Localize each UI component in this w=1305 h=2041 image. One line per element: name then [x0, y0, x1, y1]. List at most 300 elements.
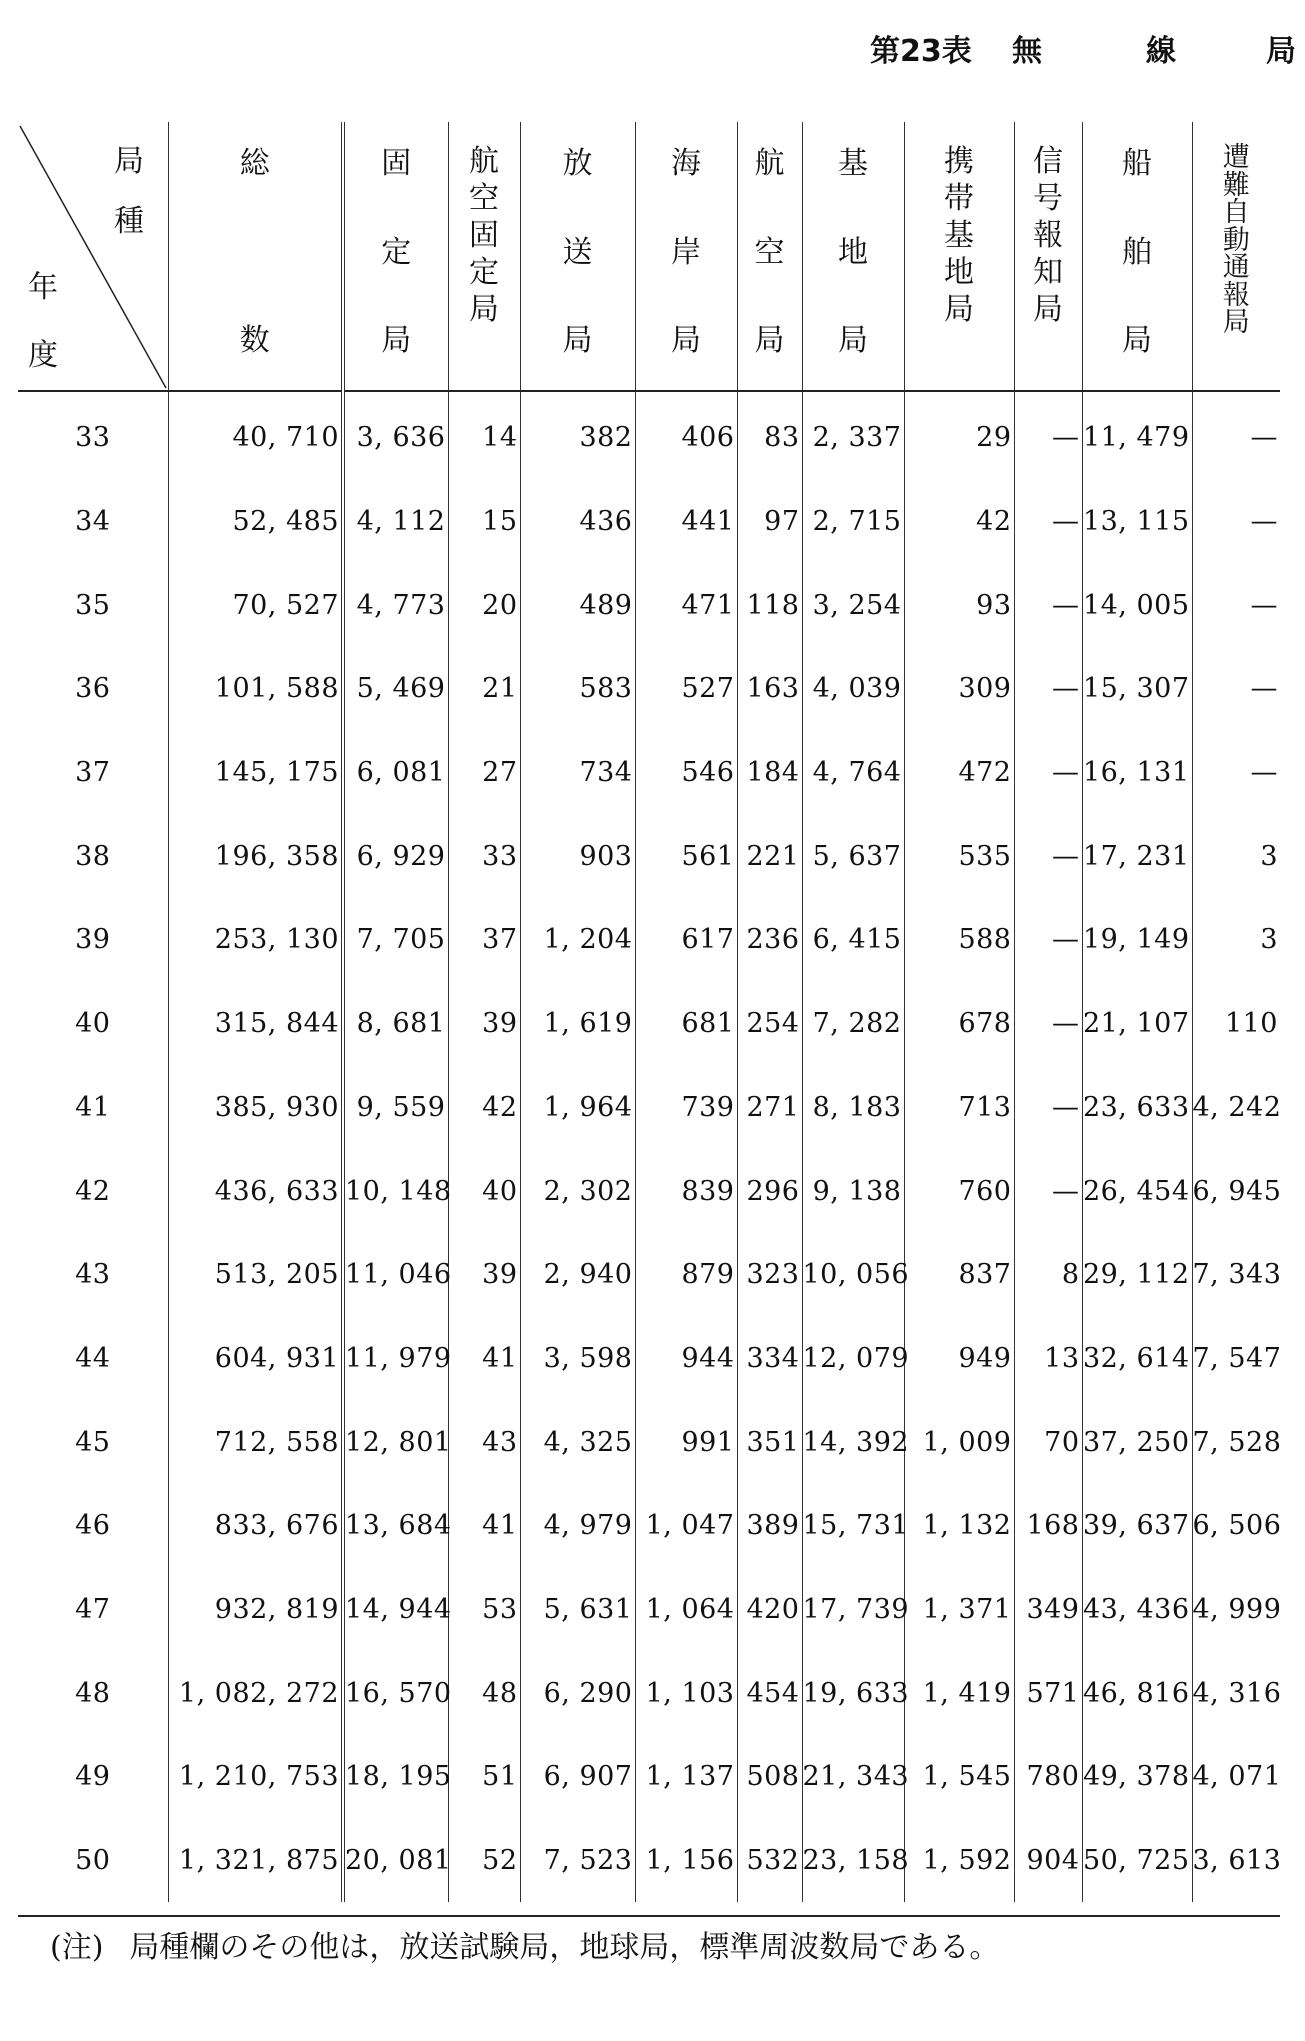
value-cell-portable-base: 1, 371	[904, 1568, 1014, 1652]
value-cell-fixed: 16, 570	[343, 1651, 448, 1735]
header-char: 局	[838, 323, 868, 358]
value-cell-ship: 26, 454	[1082, 1149, 1192, 1233]
value-cell-aero-fixed: 33	[448, 814, 520, 898]
header-char: 自	[1222, 197, 1250, 229]
table-row	[18, 1149, 1280, 1233]
value-cell-portable-base: 42	[904, 480, 1014, 564]
value-cell-base: 12, 079	[802, 1317, 904, 1401]
value-cell-ship: 13, 115	[1082, 480, 1192, 564]
header-char: 空	[469, 180, 499, 216]
table-row	[18, 1484, 1280, 1568]
value-cell-signal: —	[1014, 1149, 1082, 1233]
header-char: 局	[671, 323, 701, 358]
value-cell-total: 196, 358	[168, 814, 343, 898]
value-cell-ship: 37, 250	[1082, 1400, 1192, 1484]
corner-bureau-2: 種	[114, 204, 144, 239]
footnote-label: (注)	[50, 1930, 104, 1965]
value-cell-coast: 1, 064	[635, 1568, 737, 1652]
header-char: 局	[469, 291, 499, 327]
value-cell-coast: 991	[635, 1400, 737, 1484]
value-cell-fixed: 12, 801	[343, 1400, 448, 1484]
value-cell-base: 14, 392	[802, 1400, 904, 1484]
header-char: 局	[562, 323, 593, 358]
value-cell-portable-base: 588	[904, 898, 1014, 982]
value-cell-epirb: 6, 506	[1192, 1484, 1280, 1568]
value-cell-broadcast: 2, 302	[520, 1149, 635, 1233]
table-number: 第23表	[870, 34, 972, 69]
year-cell: 45	[75, 1426, 111, 1458]
year-cell: 43	[75, 1259, 111, 1291]
value-cell-ship: 19, 149	[1082, 898, 1192, 982]
value-cell-aero: 118	[737, 563, 802, 647]
value-cell-broadcast: 734	[520, 731, 635, 815]
value-cell-epirb: 110	[1192, 982, 1280, 1066]
header-char: 空	[754, 234, 785, 270]
value-cell-epirb: 7, 528	[1192, 1400, 1280, 1484]
value-cell-fixed: 3, 636	[343, 391, 448, 480]
value-cell-base: 6, 415	[802, 898, 904, 982]
value-cell-aero-fixed: 37	[448, 898, 520, 982]
value-cell-epirb: 4, 316	[1192, 1651, 1280, 1735]
value-cell-coast: 561	[635, 814, 737, 898]
value-cell-signal: 904	[1014, 1819, 1082, 1903]
value-cell-base: 19, 633	[802, 1651, 904, 1735]
year-cell: 33	[75, 422, 111, 454]
title-char-3: 局	[1266, 34, 1296, 69]
value-cell-portable-base: 713	[904, 1066, 1014, 1150]
value-cell-coast: 471	[635, 563, 737, 647]
value-cell-broadcast: 2, 940	[520, 1233, 635, 1317]
value-cell-total: 253, 130	[168, 898, 343, 982]
value-cell-broadcast: 7, 523	[520, 1819, 635, 1903]
value-cell-broadcast: 5, 631	[520, 1568, 635, 1652]
column-header-aero	[737, 122, 802, 391]
value-cell-epirb: —	[1192, 647, 1280, 731]
value-cell-ship: 39, 637	[1082, 1484, 1192, 1568]
table-row	[18, 814, 1280, 898]
table-bottom-rule	[18, 1915, 1280, 1917]
value-cell-signal: 70	[1014, 1400, 1082, 1484]
footnote-text: 局種欄のその他は，放送試験局，地球局，標準周波数局である。	[129, 1930, 1000, 1965]
value-cell-portable-base: 309	[904, 647, 1014, 731]
value-cell-epirb: —	[1192, 731, 1280, 815]
year-cell: 46	[75, 1510, 111, 1542]
header-char: 局	[944, 291, 974, 327]
value-cell-epirb: 4, 999	[1192, 1568, 1280, 1652]
value-cell-fixed: 8, 681	[343, 982, 448, 1066]
value-cell-aero: 351	[737, 1400, 802, 1484]
value-cell-coast: 1, 137	[635, 1735, 737, 1819]
year-cell: 42	[75, 1175, 111, 1207]
value-cell-epirb: —	[1192, 563, 1280, 647]
value-cell-fixed: 11, 046	[343, 1233, 448, 1317]
value-cell-broadcast: 436	[520, 480, 635, 564]
value-cell-base: 21, 343	[802, 1735, 904, 1819]
year-cell: 50	[75, 1845, 111, 1877]
value-cell-signal: —	[1014, 647, 1082, 731]
corner-bureau-1: 局	[114, 144, 144, 179]
value-cell-aero: 271	[737, 1066, 802, 1150]
value-cell-base: 15, 731	[802, 1484, 904, 1568]
year-cell: 44	[75, 1342, 111, 1374]
value-cell-coast: 1, 103	[635, 1651, 737, 1735]
header-char: 固	[381, 146, 412, 181]
table-row	[18, 647, 1280, 731]
value-cell-portable-base: 837	[904, 1233, 1014, 1317]
title-char-1: 無	[1012, 34, 1042, 69]
year-cell: 37	[75, 757, 111, 789]
value-cell-aero-fixed: 39	[448, 982, 520, 1066]
value-cell-broadcast: 4, 979	[520, 1484, 635, 1568]
header-char: 航	[469, 144, 499, 179]
value-cell-broadcast: 903	[520, 814, 635, 898]
value-cell-coast: 739	[635, 1066, 737, 1150]
header-char: 局	[1033, 291, 1063, 327]
value-cell-coast: 441	[635, 480, 737, 564]
table-row	[18, 480, 1280, 564]
table-row	[18, 1651, 1280, 1735]
table-row	[18, 731, 1280, 815]
value-cell-coast: 944	[635, 1317, 737, 1401]
value-cell-aero: 334	[737, 1317, 802, 1401]
value-cell-broadcast: 1, 204	[520, 898, 635, 982]
value-cell-ship: 17, 231	[1082, 814, 1192, 898]
value-cell-epirb: 4, 071	[1192, 1735, 1280, 1819]
value-cell-broadcast: 1, 964	[520, 1066, 635, 1150]
value-cell-coast: 527	[635, 647, 737, 731]
value-cell-portable-base: 760	[904, 1149, 1014, 1233]
value-cell-coast: 1, 047	[635, 1484, 737, 1568]
value-cell-total: 604, 931	[168, 1317, 343, 1401]
header-char: 局	[1122, 323, 1152, 358]
value-cell-fixed: 20, 081	[343, 1819, 448, 1903]
value-cell-ship: 49, 378	[1082, 1735, 1192, 1819]
value-cell-aero-fixed: 41	[448, 1317, 520, 1401]
column-header-portable-base	[904, 122, 1014, 391]
value-cell-aero: 323	[737, 1233, 802, 1317]
value-cell-fixed: 9, 559	[343, 1066, 448, 1150]
value-cell-total: 1, 210, 753	[168, 1735, 343, 1819]
value-cell-coast: 681	[635, 982, 737, 1066]
header-char: 固	[469, 217, 499, 253]
value-cell-portable-base: 472	[904, 731, 1014, 815]
table-row	[18, 1233, 1280, 1317]
value-cell-signal: —	[1014, 898, 1082, 982]
value-cell-fixed: 14, 944	[343, 1568, 448, 1652]
value-cell-aero-fixed: 41	[448, 1484, 520, 1568]
header-char: 帯	[944, 180, 974, 216]
corner-year-1: 年	[28, 270, 58, 305]
header-char: 動	[1222, 224, 1250, 256]
value-cell-epirb: 7, 547	[1192, 1317, 1280, 1401]
value-cell-epirb: 3	[1192, 814, 1280, 898]
value-cell-base: 17, 739	[802, 1568, 904, 1652]
header-char: 号	[1033, 180, 1063, 216]
value-cell-total: 52, 485	[168, 480, 343, 564]
value-cell-ship: 15, 307	[1082, 647, 1192, 731]
value-cell-coast: 546	[635, 731, 737, 815]
value-cell-aero-fixed: 43	[448, 1400, 520, 1484]
value-cell-base: 7, 282	[802, 982, 904, 1066]
value-cell-signal: 349	[1014, 1568, 1082, 1652]
value-cell-signal: —	[1014, 1066, 1082, 1150]
value-cell-total: 1, 321, 875	[168, 1819, 343, 1903]
year-cell: 47	[75, 1593, 111, 1625]
value-cell-portable-base: 1, 009	[904, 1400, 1014, 1484]
column-header-broadcast	[520, 122, 635, 391]
column-header-epirb	[1192, 122, 1280, 391]
value-cell-signal: 13	[1014, 1317, 1082, 1401]
header-char: 報	[1033, 217, 1063, 253]
column-header-base	[802, 122, 904, 391]
value-cell-ship: 29, 112	[1082, 1233, 1192, 1317]
value-cell-aero-fixed: 51	[448, 1735, 520, 1819]
value-cell-portable-base: 93	[904, 563, 1014, 647]
header-char: 信	[1033, 144, 1063, 179]
value-cell-coast: 879	[635, 1233, 737, 1317]
header-char: 通	[1222, 252, 1250, 284]
value-cell-aero-fixed: 39	[448, 1233, 520, 1317]
year-cell: 49	[75, 1761, 111, 1793]
footnote	[50, 1922, 999, 1966]
value-cell-aero-fixed: 53	[448, 1568, 520, 1652]
value-cell-base: 2, 337	[802, 391, 904, 480]
header-char: 航	[754, 146, 785, 181]
value-cell-base: 10, 056	[802, 1233, 904, 1317]
value-cell-broadcast: 382	[520, 391, 635, 480]
value-cell-epirb: 6, 945	[1192, 1149, 1280, 1233]
value-cell-aero: 420	[737, 1568, 802, 1652]
value-cell-aero: 184	[737, 731, 802, 815]
value-cell-portable-base: 1, 132	[904, 1484, 1014, 1568]
header-char: 基	[944, 217, 974, 253]
header-char: 定	[469, 254, 499, 290]
value-cell-total: 40, 710	[168, 391, 343, 480]
title-char-2: 線	[1146, 34, 1176, 69]
value-cell-ship: 46, 816	[1082, 1651, 1192, 1735]
header-char: 海	[671, 146, 701, 181]
value-cell-signal: —	[1014, 814, 1082, 898]
table-row	[18, 563, 1280, 647]
value-cell-total: 436, 633	[168, 1149, 343, 1233]
value-cell-fixed: 6, 929	[343, 814, 448, 898]
header-char: 局	[1222, 307, 1250, 339]
value-cell-base: 2, 715	[802, 480, 904, 564]
value-cell-base: 5, 637	[802, 814, 904, 898]
column-header-aero-fixed	[448, 122, 520, 391]
value-cell-aero: 97	[737, 480, 802, 564]
value-cell-fixed: 7, 705	[343, 898, 448, 982]
value-cell-broadcast: 6, 907	[520, 1735, 635, 1819]
table-row	[18, 1568, 1280, 1652]
year-cell: 41	[75, 1091, 111, 1123]
value-cell-ship: 11, 479	[1082, 391, 1192, 480]
year-cell: 35	[75, 589, 111, 621]
header-char: 局	[754, 323, 785, 358]
value-cell-coast: 406	[635, 391, 737, 480]
header-char: 地	[838, 234, 868, 270]
value-cell-fixed: 10, 148	[343, 1149, 448, 1233]
table-row	[18, 1317, 1280, 1401]
year-cell: 48	[75, 1677, 111, 1709]
value-cell-portable-base: 1, 545	[904, 1735, 1014, 1819]
column-header-fixed	[343, 122, 448, 391]
header-char: 岸	[671, 234, 701, 270]
value-cell-portable-base: 678	[904, 982, 1014, 1066]
value-cell-signal: 8	[1014, 1233, 1082, 1317]
value-cell-aero-fixed: 52	[448, 1819, 520, 1903]
value-cell-total: 101, 588	[168, 647, 343, 731]
value-cell-aero: 221	[737, 814, 802, 898]
value-cell-aero: 532	[737, 1819, 802, 1903]
header-char: 数	[239, 323, 270, 358]
value-cell-broadcast: 489	[520, 563, 635, 647]
column-header-ship	[1082, 122, 1192, 391]
value-cell-total: 1, 082, 272	[168, 1651, 343, 1735]
value-cell-fixed: 6, 081	[343, 731, 448, 815]
column-header-signal	[1014, 122, 1082, 391]
value-cell-ship: 14, 005	[1082, 563, 1192, 647]
header-char: 局	[381, 323, 412, 358]
header-char: 総	[239, 146, 270, 181]
value-cell-epirb: 4, 242	[1192, 1066, 1280, 1150]
header-char: 地	[944, 254, 974, 290]
value-cell-ship: 50, 725	[1082, 1819, 1192, 1903]
year-cell: 38	[75, 840, 111, 872]
value-cell-base: 8, 183	[802, 1066, 904, 1150]
value-cell-aero-fixed: 48	[448, 1651, 520, 1735]
value-cell-aero: 508	[737, 1735, 802, 1819]
year-cell: 36	[75, 673, 111, 705]
header-row	[18, 122, 1280, 391]
value-cell-aero-fixed: 20	[448, 563, 520, 647]
value-cell-ship: 23, 633	[1082, 1066, 1192, 1150]
value-cell-ship: 21, 107	[1082, 982, 1192, 1066]
table-row	[18, 391, 1280, 480]
table-row	[18, 898, 1280, 982]
value-cell-total: 833, 676	[168, 1484, 343, 1568]
value-cell-fixed: 4, 773	[343, 563, 448, 647]
value-cell-aero: 389	[737, 1484, 802, 1568]
value-cell-fixed: 11, 979	[343, 1317, 448, 1401]
value-cell-total: 513, 205	[168, 1233, 343, 1317]
table-row	[18, 982, 1280, 1066]
value-cell-total: 70, 527	[168, 563, 343, 647]
value-cell-broadcast: 6, 290	[520, 1651, 635, 1735]
value-cell-fixed: 13, 684	[343, 1484, 448, 1568]
value-cell-aero-fixed: 40	[448, 1149, 520, 1233]
table-row	[18, 1819, 1280, 1903]
value-cell-aero: 83	[737, 391, 802, 480]
value-cell-broadcast: 1, 619	[520, 982, 635, 1066]
value-cell-total: 385, 930	[168, 1066, 343, 1150]
value-cell-base: 4, 764	[802, 731, 904, 815]
value-cell-aero: 254	[737, 982, 802, 1066]
value-cell-broadcast: 3, 598	[520, 1317, 635, 1401]
value-cell-signal: —	[1014, 480, 1082, 564]
header-char: 船	[1122, 146, 1152, 181]
year-cell: 34	[75, 506, 111, 538]
corner-header	[18, 122, 168, 391]
header-char: 報	[1222, 279, 1250, 311]
value-cell-fixed: 5, 469	[343, 647, 448, 731]
value-cell-aero: 163	[737, 647, 802, 731]
header-char: 難	[1222, 169, 1250, 201]
header-char: 携	[944, 144, 974, 179]
corner-year-2: 度	[28, 338, 58, 373]
value-cell-coast: 839	[635, 1149, 737, 1233]
value-cell-aero: 454	[737, 1651, 802, 1735]
table-row	[18, 1066, 1280, 1150]
value-cell-fixed: 4, 112	[343, 480, 448, 564]
value-cell-epirb: —	[1192, 391, 1280, 480]
value-cell-aero: 296	[737, 1149, 802, 1233]
value-cell-total: 145, 175	[168, 731, 343, 815]
header-char: 基	[838, 146, 868, 181]
value-cell-epirb: 3	[1192, 898, 1280, 982]
value-cell-epirb: —	[1192, 480, 1280, 564]
value-cell-aero-fixed: 14	[448, 391, 520, 480]
table-row	[18, 1400, 1280, 1484]
value-cell-signal: 168	[1014, 1484, 1082, 1568]
value-cell-base: 4, 039	[802, 647, 904, 731]
value-cell-base: 23, 158	[802, 1819, 904, 1903]
radio-stations-table	[18, 122, 1280, 1902]
value-cell-signal: 571	[1014, 1651, 1082, 1735]
value-cell-fixed: 18, 195	[343, 1735, 448, 1819]
value-cell-coast: 1, 156	[635, 1819, 737, 1903]
header-char: 送	[562, 234, 593, 270]
value-cell-portable-base: 1, 419	[904, 1651, 1014, 1735]
value-cell-total: 932, 819	[168, 1568, 343, 1652]
header-char: 遭	[1222, 142, 1250, 173]
value-cell-signal: —	[1014, 391, 1082, 480]
value-cell-portable-base: 1, 592	[904, 1819, 1014, 1903]
value-cell-ship: 16, 131	[1082, 731, 1192, 815]
value-cell-epirb: 3, 613	[1192, 1819, 1280, 1903]
header-char: 舶	[1122, 234, 1152, 270]
value-cell-ship: 32, 614	[1082, 1317, 1192, 1401]
value-cell-aero-fixed: 15	[448, 480, 520, 564]
table-title	[870, 26, 1296, 70]
value-cell-signal: 780	[1014, 1735, 1082, 1819]
value-cell-base: 9, 138	[802, 1149, 904, 1233]
table-row	[18, 1735, 1280, 1819]
value-cell-portable-base: 29	[904, 391, 1014, 480]
header-char: 放	[562, 146, 593, 181]
value-cell-signal: —	[1014, 731, 1082, 815]
value-cell-total: 315, 844	[168, 982, 343, 1066]
value-cell-portable-base: 535	[904, 814, 1014, 898]
header-char: 定	[381, 234, 412, 270]
column-header-coast	[635, 122, 737, 391]
year-cell: 40	[75, 1008, 111, 1040]
value-cell-ship: 43, 436	[1082, 1568, 1192, 1652]
value-cell-broadcast: 583	[520, 647, 635, 731]
column-header-total	[168, 122, 343, 391]
value-cell-signal: —	[1014, 982, 1082, 1066]
value-cell-base: 3, 254	[802, 563, 904, 647]
value-cell-broadcast: 4, 325	[520, 1400, 635, 1484]
value-cell-aero-fixed: 27	[448, 731, 520, 815]
table-body	[18, 391, 1280, 1902]
year-cell: 39	[75, 924, 111, 956]
value-cell-signal: —	[1014, 563, 1082, 647]
value-cell-coast: 617	[635, 898, 737, 982]
value-cell-aero-fixed: 21	[448, 647, 520, 731]
value-cell-epirb: 7, 343	[1192, 1233, 1280, 1317]
value-cell-portable-base: 949	[904, 1317, 1014, 1401]
